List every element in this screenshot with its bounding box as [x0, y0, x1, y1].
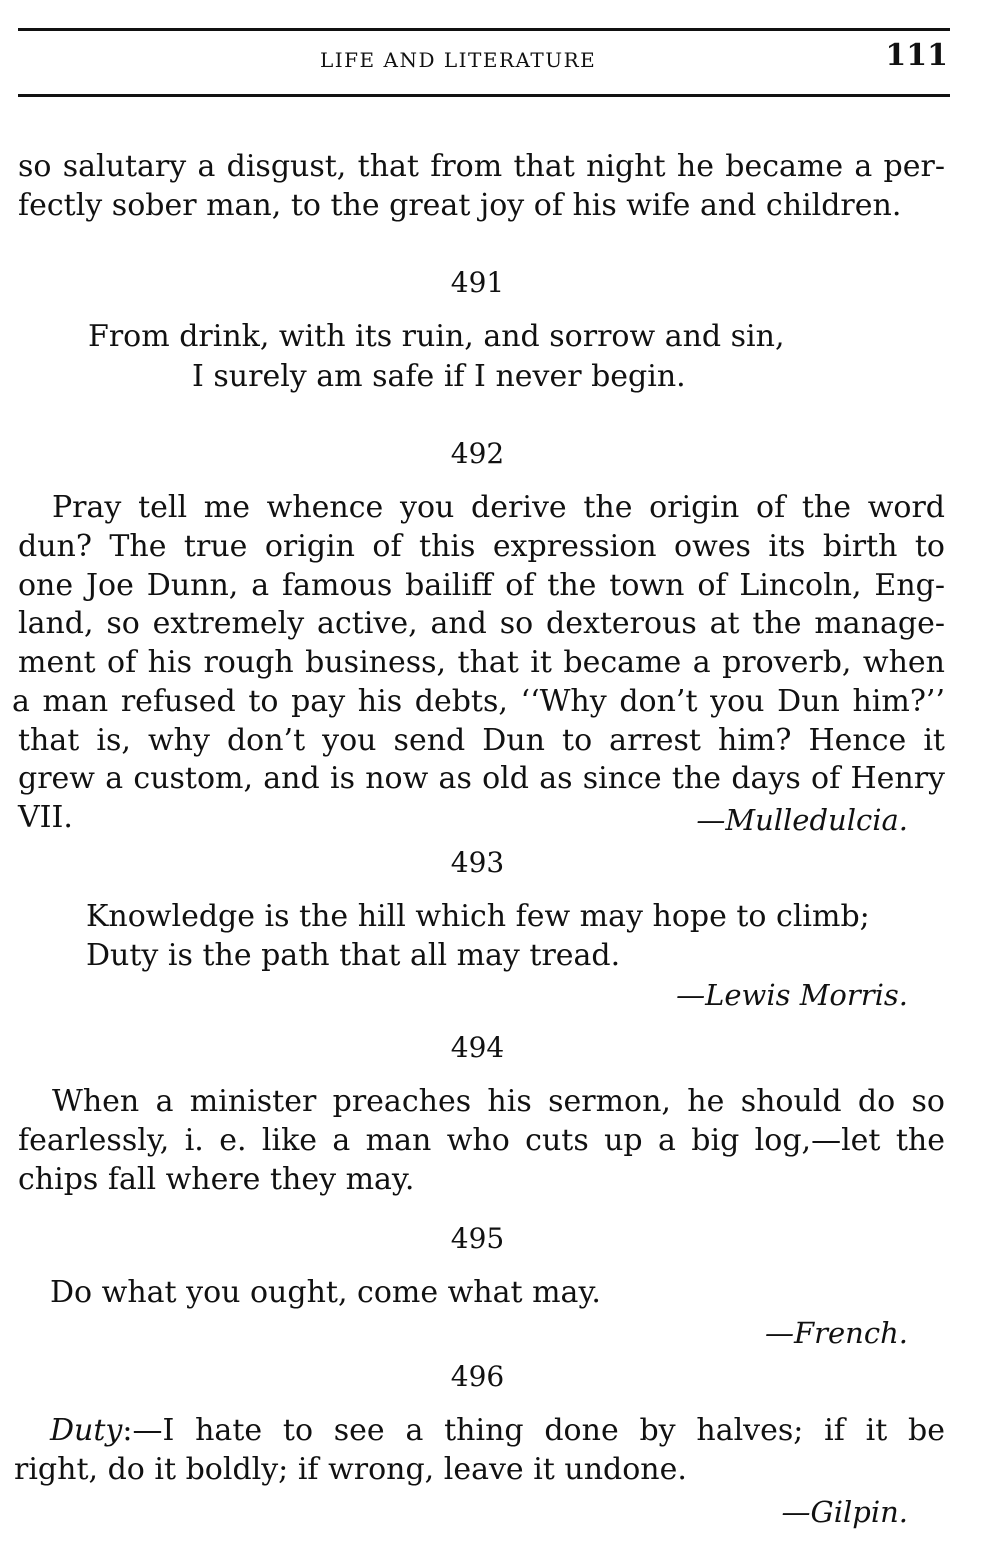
verse-line: From drink, with its ruin, and sorrow and sin, [88, 319, 785, 354]
lead-continuation: :—I hate to see a thing done by halves; if it be [122, 1413, 945, 1448]
attribution: —Gilpin. [781, 1495, 908, 1529]
entry-number: 491 [450, 266, 505, 299]
paragraph-line [50, 1412, 945, 1450]
paragraph-line: right, do it boldly; if wrong, leave it undone. [14, 1452, 687, 1487]
running-head: LIFE AND LITERATURE [320, 48, 597, 72]
paragraph-line: dun? The true origin of this expression owes its birth to [18, 529, 945, 564]
continuation-line: fectly sober man, to the great joy of his wife and children. [18, 188, 902, 223]
attribution: —Lewis Morris. [676, 978, 908, 1012]
entry-number: 493 [450, 846, 505, 879]
paragraph-line: Do what you ought, come what may. [50, 1275, 601, 1310]
entry-number: 496 [450, 1360, 505, 1393]
attribution: —French. [765, 1316, 908, 1350]
header-rule-top [18, 28, 950, 31]
paragraph-line: grew a custom, and is now as old as since the days of Henry [18, 761, 945, 796]
paragraph-line: When a minister preaches his sermon, he should do so [52, 1084, 945, 1119]
paragraph-line: ment of his rough business, that it became a proverb, when [18, 645, 945, 680]
lead-word: Duty [50, 1413, 123, 1448]
continuation-line: so salutary a disgust, that from that night he became a per- [18, 149, 945, 184]
attribution: —Mulledulcia. [696, 803, 908, 837]
entry-number: 492 [450, 437, 505, 470]
paragraph-line: VII. [18, 800, 73, 835]
entry-number: 495 [450, 1222, 505, 1255]
header-rule-bottom [18, 94, 950, 97]
verse-line: I surely am safe if I never begin. [192, 359, 686, 394]
paragraph-line: land, so extremely active, and so dexterous at the manage- [18, 606, 945, 641]
entry-number: 494 [450, 1031, 505, 1064]
paragraph-line: a man refused to pay his debts, ‘‘Why don’t you Dun him?’’ [12, 684, 945, 719]
paragraph-line: fearlessly, i. e. like a man who cuts up a big log,—let the [18, 1123, 945, 1158]
verse-line: Duty is the path that all may tread. [86, 938, 621, 973]
paragraph-line: Pray tell me whence you derive the origin of the word [52, 490, 945, 525]
paragraph-line: that is, why don’t you send Dun to arrest him? Hence it [18, 723, 945, 758]
page-number: 111 [885, 38, 948, 73]
verse-line: Knowledge is the hill which few may hope to climb; [86, 899, 870, 934]
paragraph-line: one Joe Dunn, a famous bailiff of the town of Lincoln, Eng- [18, 568, 945, 603]
paragraph-line: chips fall where they may. [18, 1162, 415, 1197]
